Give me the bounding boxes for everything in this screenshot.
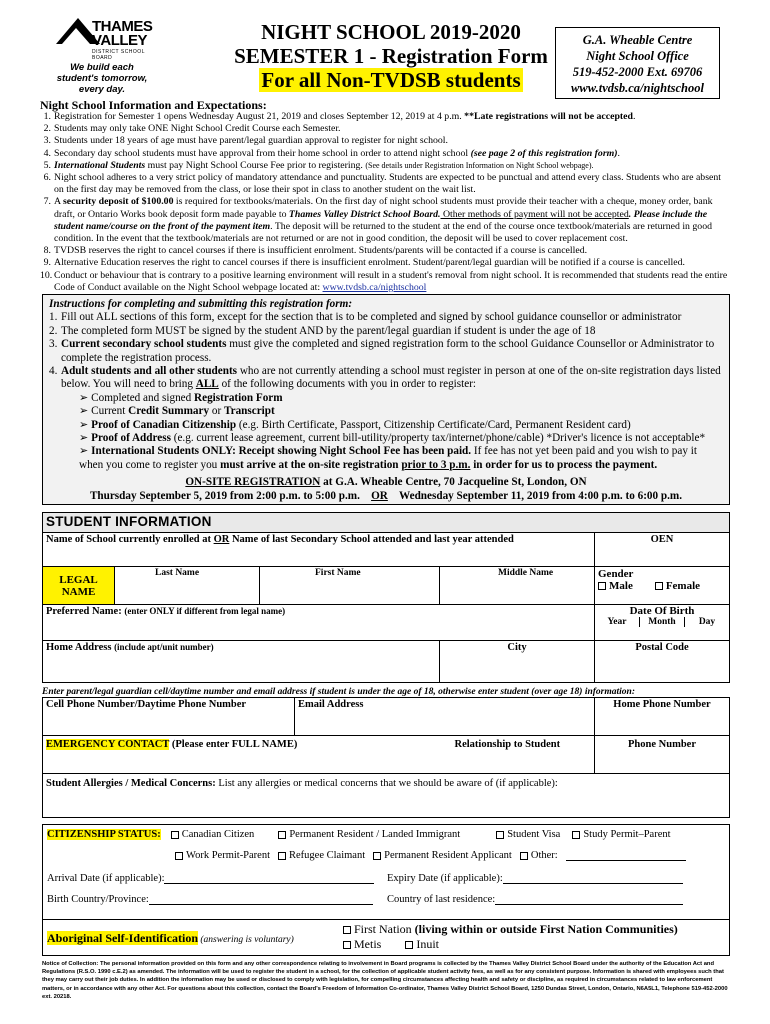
preferred-name-field[interactable]: Preferred Name: (enter ONLY if different from legal name)	[43, 605, 595, 641]
city-field[interactable]: City	[440, 641, 595, 683]
instruction-step: 3. Current secondary school students must give the completed and signed registration form to the school Guidance Counsellor or Administrator to complete the registration process.	[49, 338, 715, 364]
cell-phone-field[interactable]: Cell Phone Number/Daytime Phone Number	[43, 698, 295, 736]
birth-country-field[interactable]: Birth Country/Province:	[47, 894, 387, 905]
citizenship-section	[42, 824, 730, 920]
inuit-checkbox[interactable]: Inuit	[405, 937, 439, 951]
first-nation-checkbox[interactable]: First Nation (living within or outside First Nation Communities)	[343, 922, 678, 937]
emergency-phone-field[interactable]: Phone Number	[595, 736, 730, 774]
nightschool-link[interactable]: www.tvdsb.ca/nightschool	[322, 281, 427, 293]
title-highlight: For all Non-TVDSB students	[261, 68, 521, 92]
title-line2: SEMESTER 1 - Registration Form	[234, 44, 548, 68]
instructions-box	[42, 294, 730, 505]
permanent-resident-checkbox[interactable]: Permanent Resident / Landed Immigrant	[278, 829, 460, 840]
school-name-field[interactable]: Name of School currently enrolled at OR Name of last Secondary School attended and last year attended	[43, 533, 595, 567]
parent-info-note: Enter parent/legal guardian cell/daytime number and email address if student is under the age of 18, otherwise enter student (over age 18) information:	[42, 687, 635, 697]
school-board-logo	[52, 16, 160, 94]
aboriginal-section: Aboriginal Self-Identification (answering is voluntary) First Nation (living within or outside First Nation Communities) Metis Inuit	[42, 920, 730, 956]
list-item: 2. Students may only take ONE Night School Credit Course each Semester.	[43, 123, 341, 135]
expectations-heading: Night School Information and Expectations:	[40, 98, 267, 112]
office-website: www.tvdsb.ca/nightschool	[571, 81, 704, 95]
postal-code-field[interactable]: Postal Code	[595, 641, 730, 683]
title-line1: NIGHT SCHOOL 2019-2020	[261, 20, 521, 44]
citizenship-label: CITIZENSHIP STATUS:	[47, 829, 161, 840]
student-info-heading: STUDENT INFORMATION	[46, 514, 212, 529]
list-item: 5. International Students must pay Night School Course Fee prior to registering. (See details under Registration Information on Night School webpage).	[43, 159, 594, 171]
last-name-field[interactable]: Last Name	[115, 567, 260, 605]
email-field[interactable]: Email Address	[295, 698, 595, 736]
instruction-step: 2. The completed form MUST be signed by the student AND by the parent/legal guardian if student is under the age of 18	[49, 324, 596, 337]
document-bullet: ➢ Proof of Canadian Citizenship (e.g. Birth Certificate, Passport, Citizenship Certificate/Card, Permanent Resident card)	[79, 418, 631, 431]
canadian-citizen-checkbox[interactable]: Canadian Citizen	[171, 829, 255, 840]
instruction-step: 4. Adult students and all other students who are not currently attending a school must register in person at one of the on-site registration days listed below. You will need to bring ALL of the following documents with you in order to register:	[49, 365, 721, 391]
other-input[interactable]	[566, 850, 686, 861]
aboriginal-label: Aboriginal Self-Identification	[47, 931, 199, 945]
document-bullet: ➢ Proof of Address (e.g. current lease agreement, current bill-utility/property tax/internet/phone/cable) *Driver's licence is not acceptable*	[79, 432, 706, 445]
office-contact-box	[555, 27, 720, 99]
first-name-field[interactable]: First Name	[260, 567, 440, 605]
male-checkbox[interactable]: Male	[598, 580, 633, 592]
document-bullet: ➢ International Students ONLY: Receipt showing Night School Fee has been paid. If fee has not yet been paid and you wish to pay it when you come to register you must arrive at the on-site registration prior to 3 p.m. in order for us to process the payment.	[79, 445, 697, 471]
logo-name-line1: THAMES	[92, 18, 153, 35]
list-item: 7. A security deposit of $100.00 is required for textbooks/materials. On the first day of night school students must provide their teacher with a cheque, money order, bank draft, or Ontario Works book deposit form made payable to Thames Valley District School Board. Other methods of payment will not be accepted. Please include the student name/course on the front of the payment item. The deposit will be returned to the student at the end of the course once textbook/materials are returned in good condition. In the event that the textbook/materials are not returned or are not in good condition, the deposit will be used to cover replacement cost.	[43, 196, 713, 245]
list-item: 3. Students under 18 years of age must have parent/legal guardian approval to register for night school.	[43, 135, 448, 147]
refugee-claimant-checkbox[interactable]: Refugee Claimant	[278, 850, 365, 861]
middle-name-field[interactable]: Middle Name	[440, 567, 595, 605]
notice-of-collection: Notice of Collection: The personal information provided on this form and any other correspondence relating to involvement in Board programs is collected by the Thames Valley District School Board under the authority of the Education Act and Regulations (R.S.O. 1990 c.E.2) as amended. The information will be used to register the student in a school, for the collection of applicable student activity fees, as well as for any consistent purpose. Information is shared with employees such that they may carry out their job duties. In addition the information may be used or disclosed to comply with legislation, for compelling circumstances affecting health and safety or discipline, as required in circumstances related to law enforcement matters, or in accordance with any other Act. For questions about this collection, contact the Board's Freedom of Information Co-ordinator, Thames Valley District School Board, 1250 Dundas Street, London, Ontario, N6A5L1, Telephone 519-452-2000 ext. 20218.	[42, 961, 728, 1000]
pr-applicant-checkbox[interactable]: Permanent Resident Applicant	[373, 850, 512, 861]
contact-table	[42, 697, 730, 818]
gender-field: Gender Male Female	[595, 567, 730, 605]
study-permit-checkbox[interactable]: Study Permit–Parent	[572, 829, 670, 840]
other-checkbox[interactable]: Other:	[520, 850, 558, 861]
home-phone-field[interactable]: Home Phone Number	[595, 698, 730, 736]
last-residence-field[interactable]: Country of last residence:	[387, 894, 683, 905]
list-item: 8. TVDSB reserves the right to cancel courses if there is insufficient enrolment. Students/parents will be contacted if a course is cancelled.	[43, 245, 588, 257]
student-visa-checkbox[interactable]: Student Visa	[496, 829, 560, 840]
allergies-field[interactable]: Student Allergies / Medical Concerns: List any allergies or medical concerns that we should be aware of (if applicable):	[43, 774, 730, 818]
form-title	[226, 20, 556, 92]
date-of-birth-field[interactable]: Date Of Birth Year Month Day	[595, 605, 730, 641]
list-item: 1. Registration for Semester 1 opens Wednesday August 21, 2019 and closes September 12, 2019 at 4 p.m. **Late registrations will not be accepted.	[43, 111, 636, 122]
oen-field[interactable]: OEN	[595, 533, 730, 567]
legal-name-label: LEGAL NAME	[43, 567, 115, 605]
list-item: 10. Conduct or behaviour that is contrary to a positive learning environment will result in a student's removal from night school. It is recommended that students read the entire Code of Conduct available on the Night School webpage located at: www.tvdsb.ca/nightschool	[40, 269, 728, 293]
list-item: 6. Night school adheres to a very strict policy of mandatory attendance and punctuality. Students are expected to be punctual and attend every class. Students who are absent on the first day may be removed from the class, or lose their spot in class to another student on the wait list.	[43, 172, 721, 196]
office-name: G.A. Wheable Centre	[582, 33, 693, 47]
arrival-date-field[interactable]: Arrival Date (if applicable):	[47, 873, 387, 884]
office-dept: Night School Office	[586, 49, 689, 63]
instruction-step: 1. Fill out ALL sections of this form, except for the section that is to be completed and signed by school guidance counsellor or administrator	[49, 311, 682, 324]
student-information-table	[42, 512, 730, 683]
emergency-contact-field[interactable]: EMERGENCY CONTACT (Please enter FULL NAME) Relationship to Student	[43, 736, 595, 774]
expectations-list	[40, 111, 728, 294]
onsite-registration: ON-SITE REGISTRATION at G.A. Wheable Centre, 70 Jacqueline St, London, ON Thursday September 5, 2019 from 2:00 p.m. to 5:00 p.m. OR Wednesday September 11, 2019 from 4:00 p.m. to 6:00 p.m.	[89, 476, 683, 502]
metis-checkbox[interactable]: Metis	[343, 937, 381, 951]
female-checkbox[interactable]: Female	[655, 580, 700, 592]
home-address-field[interactable]: Home Address (include apt/unit number)	[43, 641, 440, 683]
office-phone: 519-452-2000 Ext. 69706	[572, 65, 703, 79]
list-item: 4. Secondary day school students must have approval from their home school in order to attend night school (see page 2 of this registration form).	[43, 147, 620, 159]
list-item: 9. Alternative Education reserves the right to cancel courses if there is insufficient enrolment. Student/parent/legal guardian will be notified if a course is cancelled.	[43, 257, 685, 269]
logo-subtitle: DISTRICT SCHOOL BOARD	[92, 49, 145, 61]
logo-name-line2: VALLEY	[92, 32, 148, 49]
expiry-date-field[interactable]: Expiry Date (if applicable):	[387, 873, 683, 884]
document-bullet: ➢ Current Credit Summary or Transcript	[79, 405, 275, 418]
instructions-heading: Instructions for completing and submitting this registration form:	[49, 298, 353, 310]
logo-tagline: We build each student's tomorrow, every day.	[56, 62, 148, 95]
document-bullet: ➢ Completed and signed Registration Form	[79, 391, 283, 404]
work-permit-checkbox[interactable]: Work Permit-Parent	[175, 850, 270, 861]
